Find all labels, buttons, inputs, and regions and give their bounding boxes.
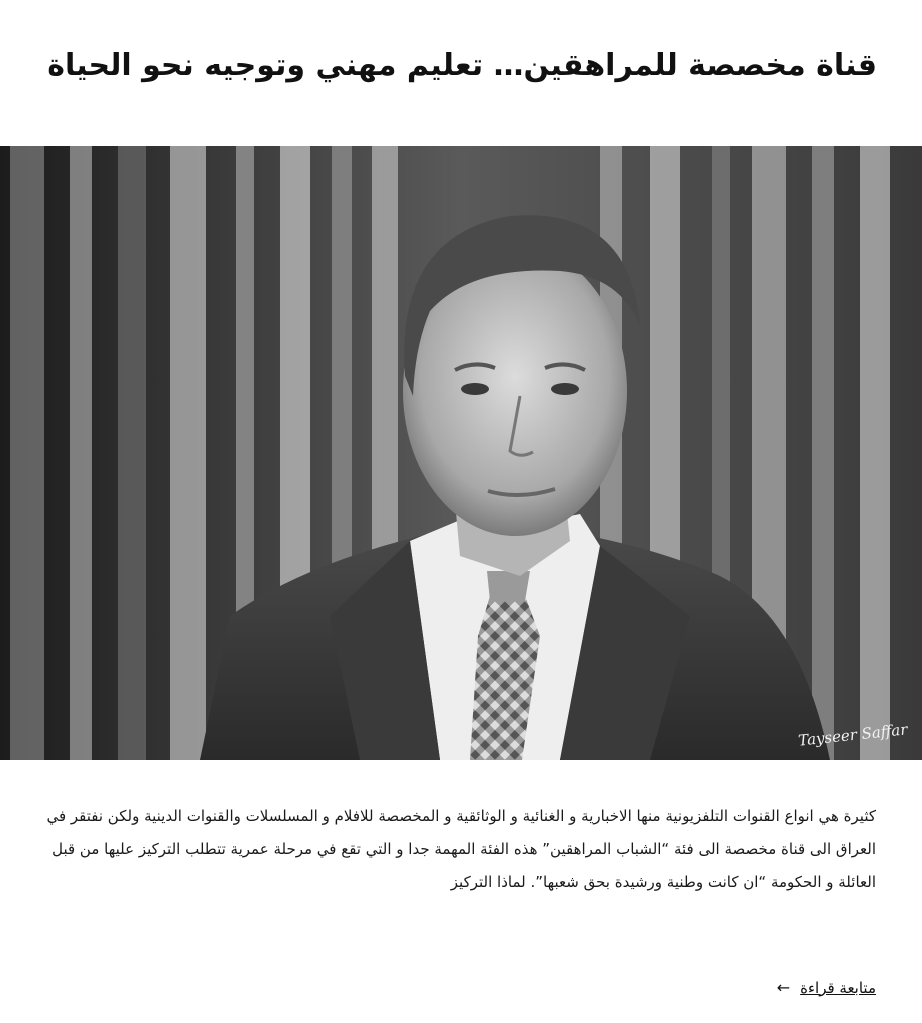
- article-title: قناة مخصصة للمراهقين… تعليم مهني وتوجيه نحو الحياة: [47, 48, 877, 84]
- arrow-left-icon: ←: [776, 978, 791, 997]
- article-photo: [0, 146, 922, 760]
- article-excerpt: كثيرة هي انواع القنوات التلفزيونية منها الاخبارية و الغنائية و الوثائقية و المخصصة للافلام و المسلسلات والقنوات الدينية ولكن نفتقر في العراق الى قناة مخصصة الى فئة “الشباب المراهقين” هذه الفئة المهمة جدا و التي تقع في مرحلة عمرية تتطلب التركيز عليها من قبل العائلة و الحكومة “ان كانت وطنية ورشيدة بحق شعبها”. لماذا التركيز: [46, 807, 876, 891]
- photographer-signature: Tayseer Saffar: [797, 720, 909, 750]
- read-more-link[interactable]: [777, 978, 876, 997]
- read-more-label[interactable]: متابعة قراءة: [800, 978, 876, 997]
